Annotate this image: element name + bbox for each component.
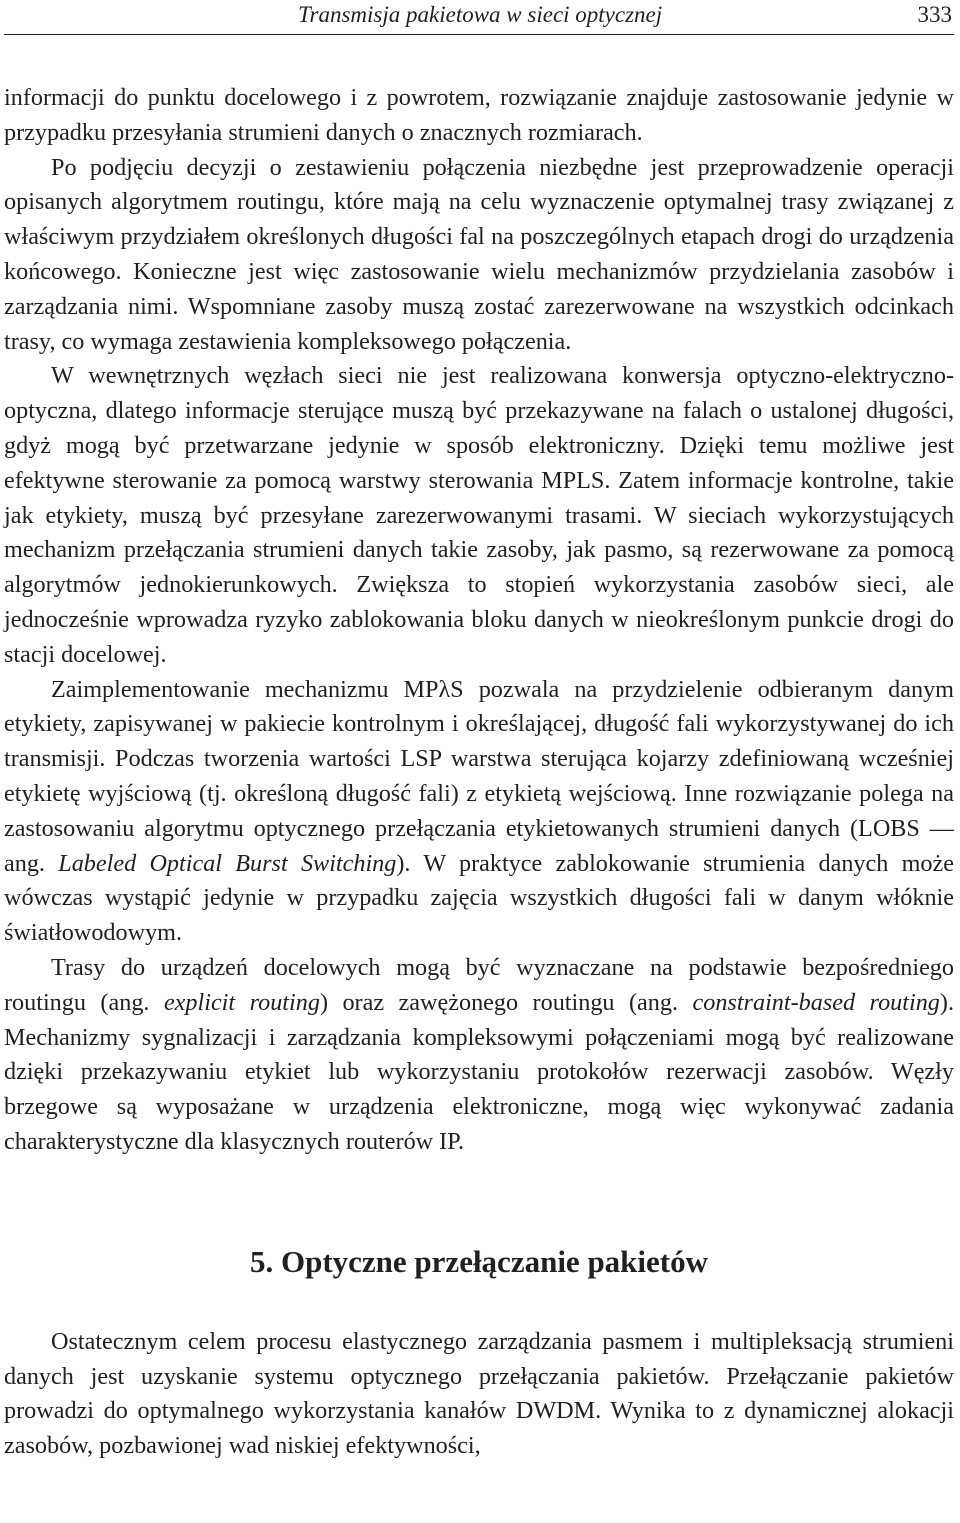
paragraph-5 (4, 951, 954, 1160)
section-paragraph-1 (4, 1325, 954, 1464)
paragraph-4 (4, 673, 954, 951)
paragraph-4-text-b: ). W praktyce zablokowanie strumienia danych może wówczas wystąpić jedynie w przypadku zajęcia wszystkich długości fali w danym włóknie światłowodowym. (4, 849, 954, 947)
paragraph-5-text-b: ) oraz zawężonego routingu (ang. (319, 988, 693, 1016)
paragraph-3-text: W wewnętrznych węzłach sieci nie jest realizowana konwersja optyczno-elektryczno-optyczna, dlatego informacje sterujące muszą być przekazywane na falach o ustalonej długości, gdyż mogą być przetwarzane jedynie w sposób elektroniczny. Dzięki temu możliwe jest efektywne sterowanie za pomocą warstwy sterowania MPLS. Zatem informacje kontrolne, takie jak etykiety, muszą być przesyłane zarezerwowanymi trasami. W sieciach wykorzystujących mechanizm przełączania strumieni danych takie zasoby, jak pasmo, są rezerwowane za pomocą algorytmów jednokierunkowych. Zwiększa to stopień wykorzystania zasobów sieci, ale jednocześnie wprowadza ryzyko zablokowania bloku danych w nieokreślonym punkcie drogi do stacji docelowej. (4, 362, 954, 668)
page-number: 333 (917, 2, 952, 27)
running-title: Transmisja pakietowa w sieci optycznej (298, 2, 663, 27)
paragraph-5-term-constraint-based-routing: constraint-based routing (692, 988, 940, 1016)
paragraph-1-text: informacji do punktu docelowego i z powrotem, rozwiązanie znajduje zastosowanie jedynie w przypadku przesyłania strumieni danych o znacznych rozmiarach. (4, 84, 954, 146)
paragraph-4-text-a: Zaimplementowanie mechanizmu MPλS pozwala na przydzielenie odbieranym danym etykiety, zapisywanej w pakiecie kontrolnym i określającej, długość fali wykorzystywanej do ich transmisji. Podczas tworzenia wartości LSP warstwa sterująca kojarzy zdefiniowaną wcześniej etykietę wyjściową (tj. określoną długość fali) z etykietą wejściową. Inne rozwiązanie polega na zastosowaniu algorytmu optycznego przełączania etykietowanych strumieni danych (LOBS — ang. (4, 675, 954, 877)
section-body (4, 1325, 954, 1464)
running-header (4, 0, 954, 35)
paragraph-5-text-c: ). Mechanizmy sygnalizacji i zarządzania kompleksowymi połączeniami mogą być realizowane dzięki przekazywaniu etykiet lub wykorzystaniu protokołów rezerwacji zasobów. Węzły brzegowe są wyposażane w urządzenia elektroniczne, mogą więc wykonywać zadania charakterystyczne dla klasycznych routerów IP. (4, 988, 954, 1155)
paragraph-1 (4, 81, 954, 151)
paragraph-5-term-explicit-routing: explicit routing (163, 988, 320, 1016)
paragraph-2-text: Po podjęciu decyzji o zestawieniu połączenia niezbędne jest przeprowadzenie operacji opisanych algorytmem routingu, które mają na celu wyznaczenie optymalnej trasy związanej z właściwym przydziałem określonych długości fal na poszczególnych etapach drogi do urządzenia końcowego. Konieczne jest więc zastosowanie wielu mechanizmów przydzielania zasobów i zarządzania nimi. Wspomniane zasoby muszą zostać zarezerwowane na wszystkich odcinkach trasy, co wymaga zestawienia kompleksowego połączenia. (4, 153, 954, 355)
paragraph-4-term: Labeled Optical Burst Switching (58, 849, 397, 877)
paragraph-2 (4, 151, 954, 360)
section-paragraph-1-text: Ostatecznym celem procesu elastycznego zarządzania pasmem i multipleksacją strumieni danych jest uzyskanie systemu optycznego przełączania pakietów. Przełączanie pakietów prowadzi do optymalnego wykorzystania kanałów DWDM. Wynika to z dynamicznej alokacji zasobów, pozbawionej wad niskiej efektywności, (4, 1327, 954, 1460)
body-text (4, 81, 954, 1464)
section-heading: 5. Optyczne przełączanie pakietów (249, 1243, 709, 1279)
paragraph-5-text-a: Trasy do urządzeń docelowych mogą być wyznaczane na podstawie bezpośredniego routingu (ang. (4, 953, 954, 1016)
book-page (4, 0, 954, 1464)
paragraph-3 (4, 359, 954, 672)
